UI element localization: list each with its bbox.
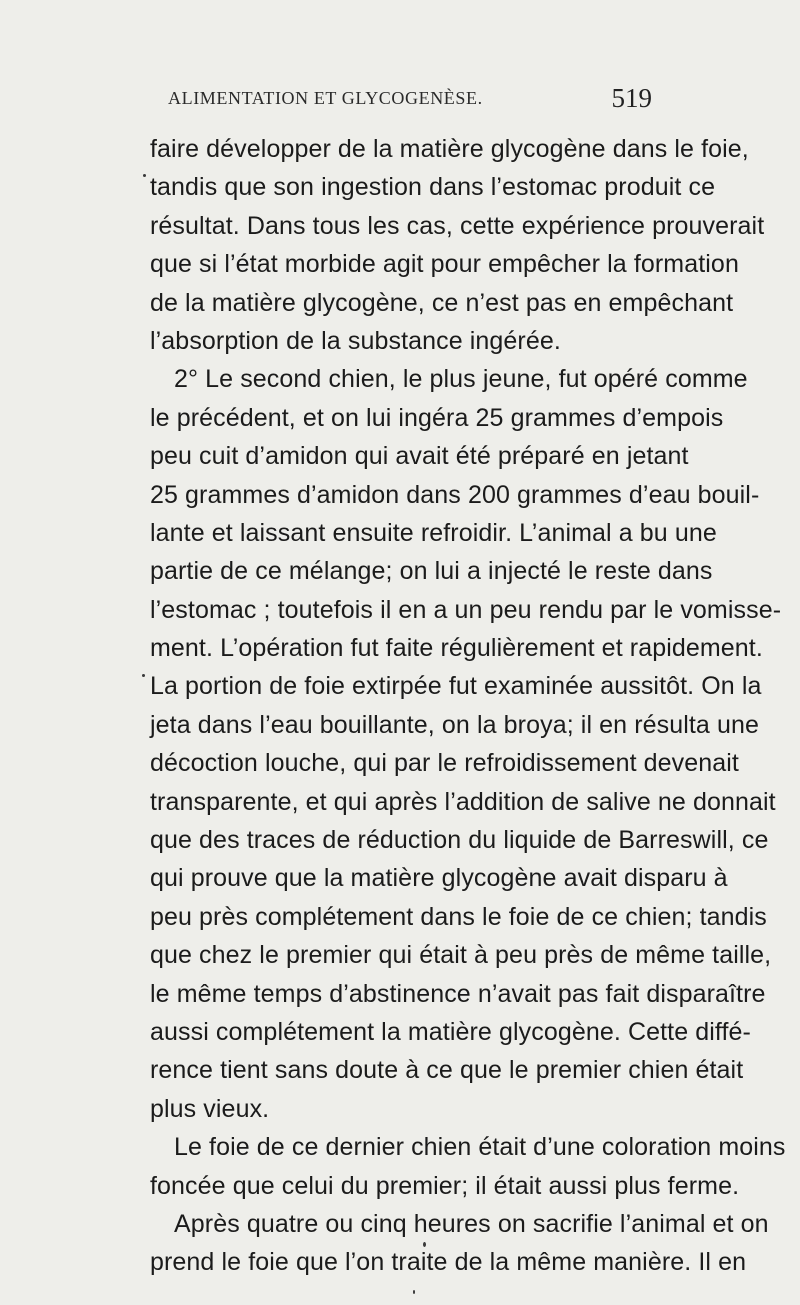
text-line: Le foie de ce dernier chien était d’une coloration moins — [174, 1133, 786, 1162]
text-line: qui prouve que la matière glycogène avait disparu à — [150, 864, 728, 893]
running-head — [168, 84, 652, 114]
scan-speck — [142, 674, 145, 677]
text-line: lante et laissant ensuite refroidir. L’animal a bu une — [150, 518, 717, 547]
scan-speck — [423, 1242, 426, 1247]
text-line: jeta dans l’eau bouillante, on la broya; il en résulta une — [150, 710, 759, 739]
body-text — [150, 130, 786, 1282]
text-line: La portion de foie extirpée fut examinée aussitôt. On la — [150, 672, 762, 701]
text-line: peu cuit d’amidon qui avait été préparé en jetant — [150, 442, 689, 471]
running-title: ALIMENTATION ET GLYCOGENÈSE. — [168, 88, 483, 108]
text-line: que si l’état morbide agit pour empêcher la formation — [150, 250, 739, 279]
text-line: décoction louche, qui par le refroidissement devenait — [150, 749, 739, 778]
text-line: 2° Le second chien, le plus jeune, fut opéré comme — [174, 365, 748, 394]
text-line: plus vieux. — [150, 1094, 270, 1123]
text-line: le précédent, et on lui ingéra 25 grammes d’empois — [150, 403, 724, 432]
text-line: faire développer de la matière glycogène dans le foie, — [150, 135, 749, 163]
text-line: transparente, et qui après l’addition de salive ne donnait — [150, 787, 776, 816]
text-line: tandis que son ingestion dans l’estomac produit ce — [150, 173, 716, 202]
text-line: prend le foie que l’on traite de la même manière. Il en — [150, 1248, 747, 1277]
text-line: aussi complétement la matière glycogène. Cette diffé- — [150, 1017, 751, 1046]
text-line: Après quatre ou cinq heures on sacrifie l’animal et on — [174, 1209, 769, 1238]
text-line: de la matière glycogène, ce n’est pas en empêchant — [150, 288, 734, 317]
scan-speck — [413, 1290, 415, 1294]
text-line: que chez le premier qui était à peu près de même taille, — [150, 941, 772, 970]
text-line: résultat. Dans tous les cas, cette expérience prouverait — [150, 211, 765, 240]
text-line: ment. L’opération fut faite régulièrement et rapidement. — [150, 634, 763, 663]
text-line: peu près complétement dans le foie de ce chien; tandis — [150, 902, 767, 931]
text-line: foncée que celui du premier; il était aussi plus ferme. — [150, 1171, 740, 1200]
text-line: que des traces de réduction du liquide de Barreswill, ce — [150, 826, 769, 855]
scan-speck — [143, 174, 146, 177]
text-line: l’estomac ; toutefois il en a un peu rendu par le vomisse- — [150, 595, 782, 624]
text-line: rence tient sans doute à ce que le premier chien était — [150, 1056, 744, 1085]
text-line: le même temps d’abstinence n’avait pas fait disparaître — [150, 979, 766, 1008]
page-number: 519 — [611, 83, 652, 113]
text-line: partie de ce mélange; on lui a injecté le reste dans — [150, 557, 713, 586]
text-line: 25 grammes d’amidon dans 200 grammes d’eau bouil- — [150, 480, 760, 509]
text-line: l’absorption de la substance ingérée. — [150, 326, 561, 355]
